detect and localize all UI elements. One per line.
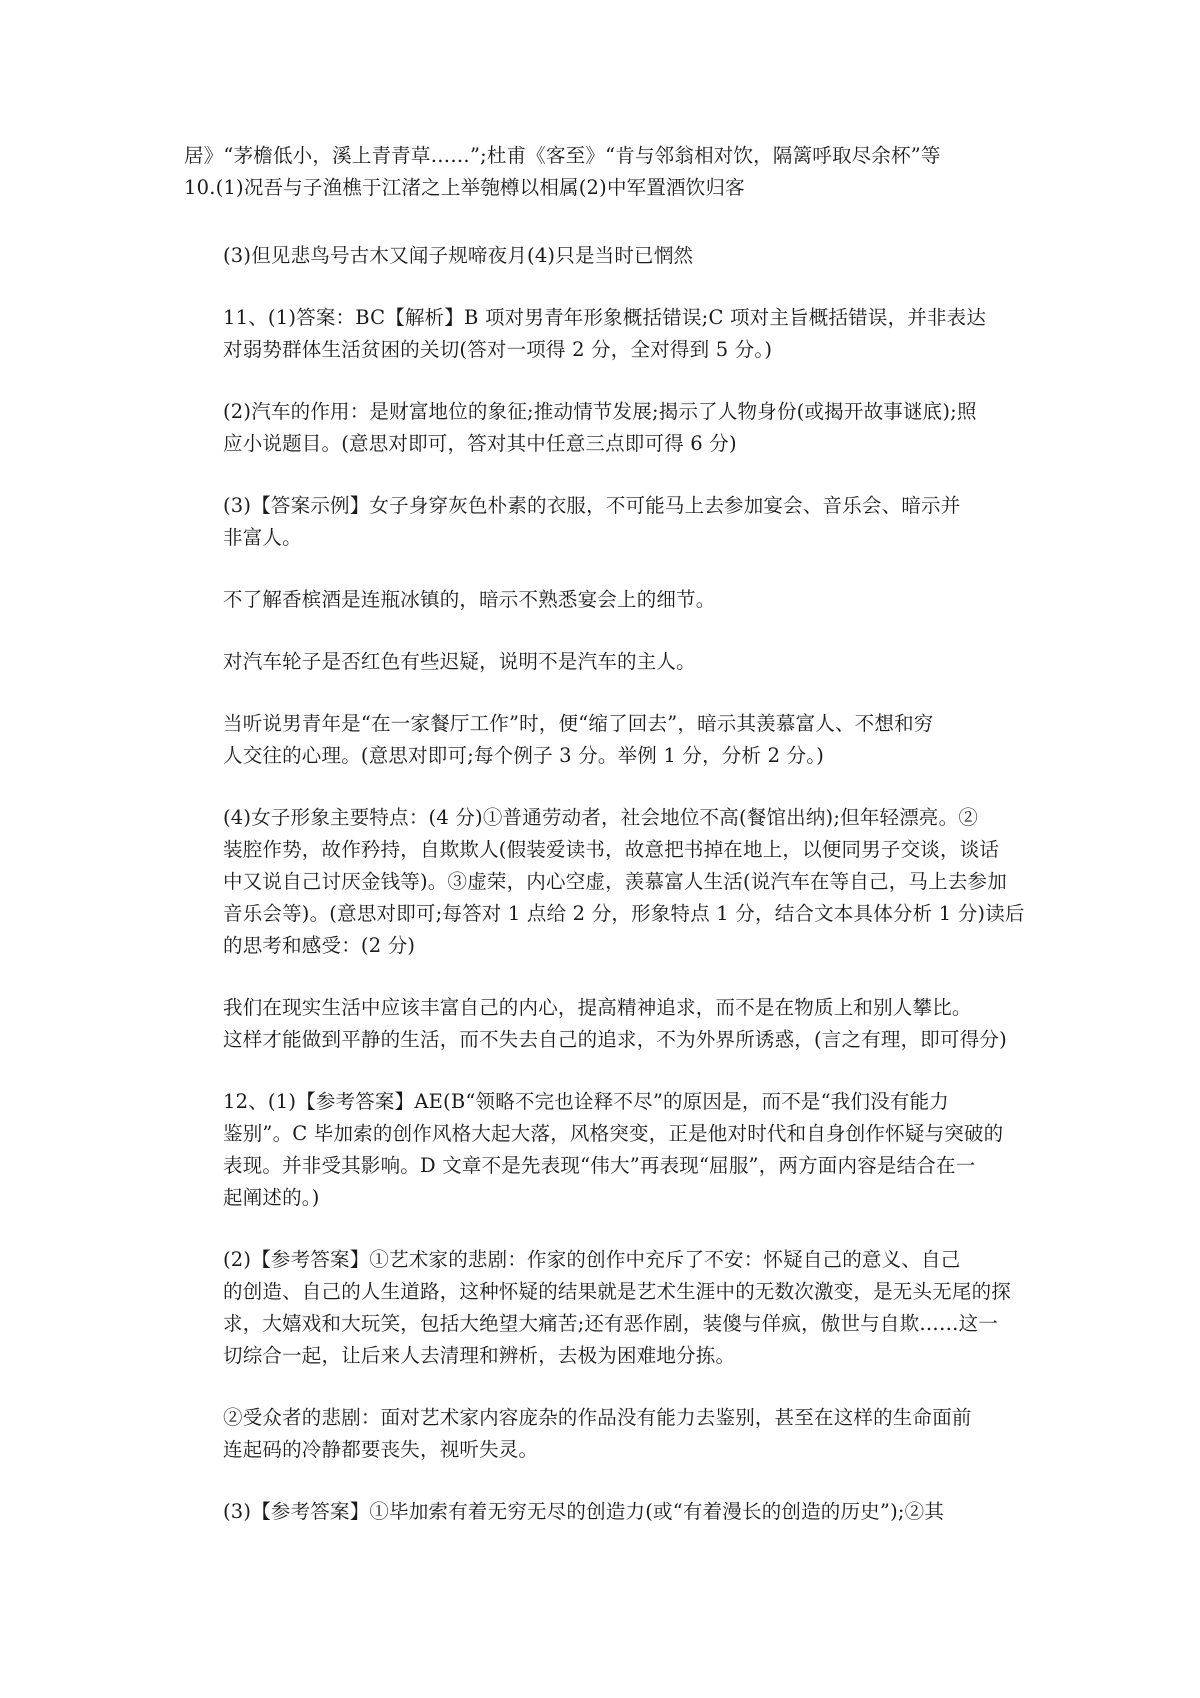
text-line: 的思考和感受：(2 分) xyxy=(223,934,416,957)
text-line: (3)【参考答案】①毕加索有着无穷无尽的创造力(或“有着漫长的创造的历史”);②其 xyxy=(223,1500,945,1523)
text-line: 对弱势群体生活贫困的关切(答对一项得 2 分，全对得到 5 分。) xyxy=(223,338,773,361)
text-line: 这样才能做到平静的生活，而不失去自己的追求，不为外界所诱惑，(言之有理，即可得分) xyxy=(223,1028,1007,1051)
text-line: 连起码的冷静都要丧失，视听失灵。 xyxy=(223,1438,539,1461)
text-line: 人交往的心理。(意思对即可;每个例子 3 分。举例 1 分，分析 2 分。) xyxy=(223,744,825,767)
text-line: 切综合一起，让后来人去清理和辨析，去极为困难地分拣。 xyxy=(223,1344,736,1367)
text-line: 中又说自己讨厌金钱等)。③虚荣，内心空虚，羡慕富人生活(说汽车在等自己，马上去参加 xyxy=(223,870,1007,893)
text-line: 居》“茅檐低小，溪上青青草……”;杜甫《客至》“肯与邻翁相对饮，隔篱呼取尽余杯”等 xyxy=(184,144,941,167)
paragraph-p-11-3d xyxy=(184,708,1029,772)
paragraph-p-11-4b xyxy=(184,992,1029,1056)
text-line: 11、(1)答案：BC【解析】B 项对男青年形象概括错误;C 项对主旨概括错误，并非表达 xyxy=(223,306,987,329)
paragraph-p-11-3b xyxy=(184,584,1029,616)
text-line: 非富人。 xyxy=(223,526,302,549)
text-line: 表现。并非受其影响。D 文章不是先表现“伟大”再表现“屈服”，两方面内容是结合在一 xyxy=(223,1154,976,1177)
text-line: 装腔作势，故作矜持，自欺欺人(假装爱读书，故意把书掉在地上，以便同男子交谈，谈话 xyxy=(223,838,1000,861)
text-line: 求，大嬉戏和大玩笑，包括大绝望大痛苦;还有恶作剧，装傻与佯疯，傲世与自欺……这一 xyxy=(223,1312,999,1335)
text-line: 应小说题目。(意思对即可，答对其中任意三点即可得 6 分) xyxy=(223,432,737,455)
text-line: 12、(1)【参考答案】AE(B“领略不完也诠释不尽”的原因是，而不是“我们没有能力 xyxy=(223,1090,949,1113)
paragraph-p-11-4 xyxy=(184,802,1029,962)
paragraph-p-12-1 xyxy=(184,1086,1029,1214)
paragraph-p-11-3c xyxy=(184,646,1029,678)
paragraph-p-11-1 xyxy=(184,302,1029,366)
text-line: ②受众者的悲剧：面对艺术家内容庞杂的作品没有能力去鉴别，甚至在这样的生命面前 xyxy=(223,1406,972,1429)
paragraph-p-12-2b xyxy=(184,1402,1029,1466)
text-line: (2)【参考答案】①艺术家的悲剧：作家的创作中充斥了不安：怀疑自己的意义、自己 xyxy=(223,1248,961,1271)
text-line: (3)【答案示例】女子身穿灰色朴素的衣服，不可能马上去参加宴会、音乐会、暗示并 xyxy=(223,494,961,517)
text-line: 当听说男青年是“在一家餐厅工作”时，便“缩了回去”，暗示其羡慕富人、不想和穷 xyxy=(223,712,934,735)
text-line: 音乐会等)。(意思对即可;每答对 1 点给 2 分，形象特点 1 分，结合文本具体分析 1 分)读后 xyxy=(223,902,1025,925)
text-line: 的创造、自己的人生道路，这种怀疑的结果就是艺术生涯中的无数次激变，是无头无尾的探 xyxy=(223,1280,1012,1303)
paragraph-p-12-2 xyxy=(184,1244,1029,1372)
text-line: (2)汽车的作用：是财富地位的象征;推动情节发展;揭示了人物身份(或揭开故事谜底);照 xyxy=(223,400,977,423)
paragraph-p-10-3 xyxy=(184,240,1029,272)
paragraph-p-11-3 xyxy=(184,490,1029,554)
text-line: 鉴别”。C 毕加索的创作风格大起大落，风格突变，正是他对时代和自身创作怀疑与突破的 xyxy=(223,1122,1004,1145)
answer-key-text xyxy=(184,140,1029,1558)
paragraph-p-11-2 xyxy=(184,396,1029,460)
text-line: 我们在现实生活中应该丰富自己的内心，提高精神追求，而不是在物质上和别人攀比。 xyxy=(223,996,972,1019)
text-line: 10.(1)况吾与子渔樵于江渚之上举匏樽以相属(2)中军置酒饮归客 xyxy=(184,176,745,199)
paragraph-p-continuation xyxy=(184,140,1029,204)
text-line: (3)但见悲鸟号古木又闻子规啼夜月(4)只是当时已惘然 xyxy=(223,244,694,267)
paragraph-p-12-3 xyxy=(184,1496,1029,1528)
text-line: 不了解香槟酒是连瓶冰镇的，暗示不熟悉宴会上的细节。 xyxy=(223,588,716,611)
text-line: (4)女子形象主要特点：(4 分)①普通劳动者，社会地位不高(餐馆出纳);但年轻漂亮。② xyxy=(223,806,979,829)
text-line: 起阐述的。) xyxy=(223,1186,320,1209)
text-line: 对汽车轮子是否红色有些迟疑，说明不是汽车的主人。 xyxy=(223,650,696,673)
